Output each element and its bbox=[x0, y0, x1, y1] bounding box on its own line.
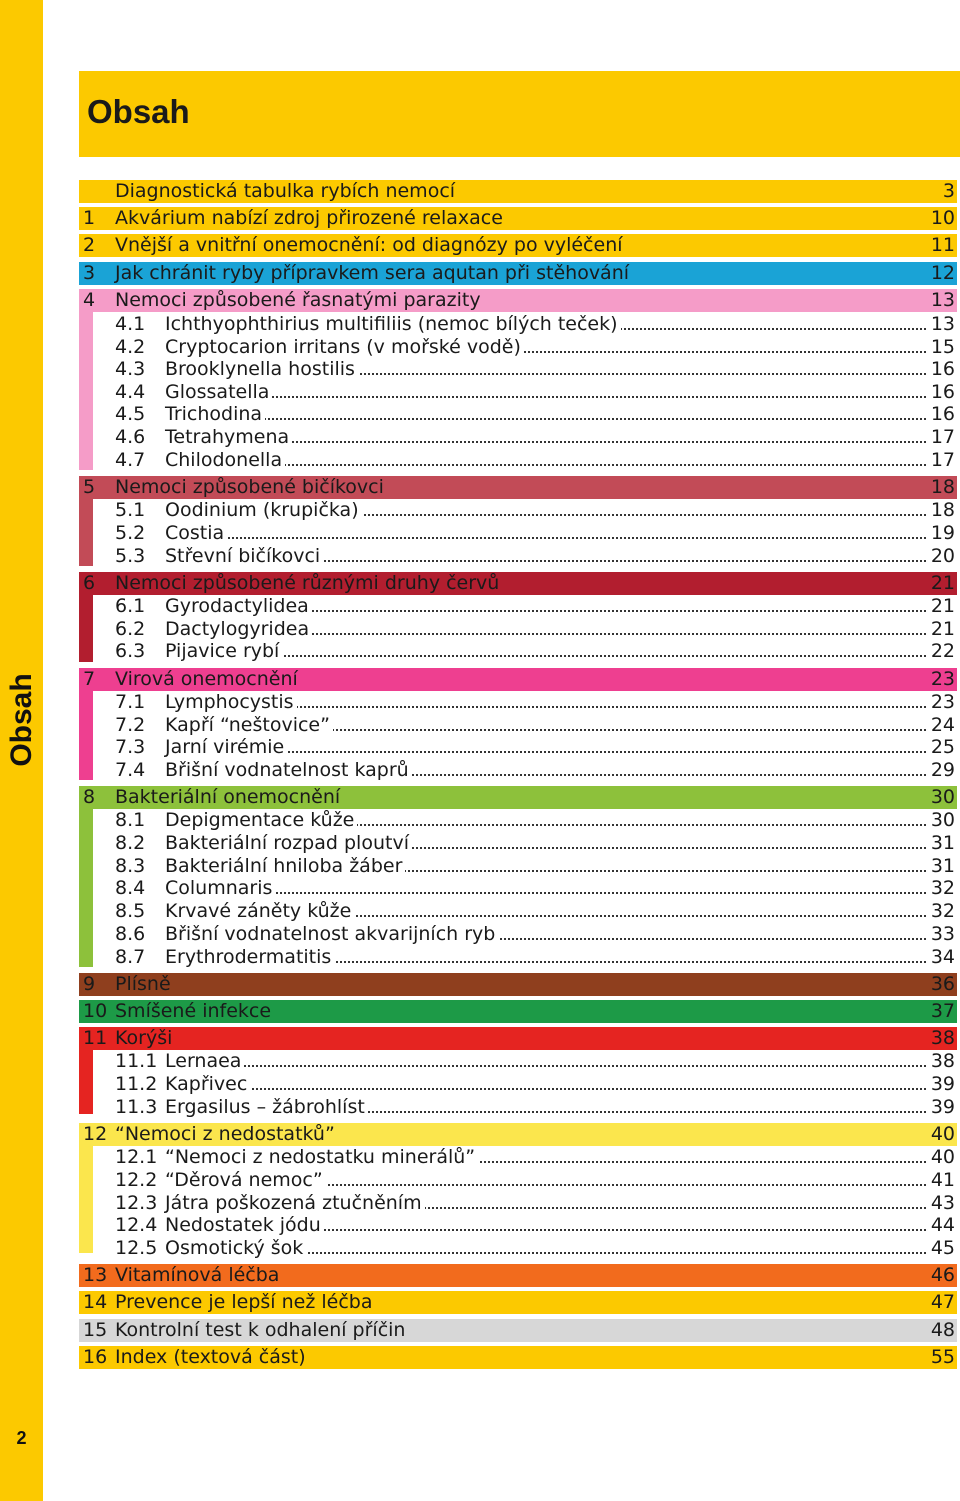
subsection-number: 12.3 bbox=[115, 1192, 158, 1214]
toc-subsection-row[interactable] bbox=[79, 499, 957, 522]
subsection-title: Kapří “neštovice” bbox=[165, 714, 333, 737]
section-title: Index (textová část) bbox=[115, 1346, 306, 1368]
subsection-title: Chilodonella bbox=[165, 449, 285, 472]
section-title: Vnější a vnitřní onemocnění: od diagnózy po vyléčení bbox=[115, 234, 623, 256]
subsection-page-number: 40 bbox=[928, 1146, 955, 1169]
subsection-number: 12.1 bbox=[115, 1146, 158, 1168]
section-number: 9 bbox=[83, 973, 96, 995]
section-page-number: 38 bbox=[930, 1027, 955, 1049]
subsection-number: 11.1 bbox=[115, 1050, 158, 1072]
subsection-number: 4.1 bbox=[115, 313, 146, 335]
subsection-page-number: 44 bbox=[928, 1214, 955, 1237]
subsection-number: 7.3 bbox=[115, 736, 146, 758]
section-title: Nemoci způsobené bičíkovci bbox=[115, 476, 384, 498]
toc-subsection-row[interactable] bbox=[79, 1237, 957, 1260]
section-title: Prevence je lepší než léčba bbox=[115, 1291, 373, 1313]
subsection-title: Tetrahymena bbox=[165, 426, 292, 449]
subsection-number: 4.7 bbox=[115, 449, 146, 471]
toc-subsection-row[interactable] bbox=[79, 832, 957, 855]
section-title: Kontrolní test k odhalení příčin bbox=[115, 1319, 406, 1341]
section-page-number: 36 bbox=[930, 973, 955, 995]
toc-subsection-row[interactable] bbox=[79, 336, 957, 359]
toc-section-row[interactable] bbox=[79, 180, 957, 203]
subsection-title: Osmotický šok bbox=[165, 1237, 306, 1260]
toc-section-row[interactable] bbox=[79, 262, 957, 285]
toc-subsection-row[interactable] bbox=[79, 1192, 957, 1215]
section-title: Nemoci způsobené různými druhy červů bbox=[115, 572, 500, 594]
subsection-number: 4.4 bbox=[115, 381, 146, 403]
subsection-number: 7.1 bbox=[115, 691, 146, 713]
subsection-number: 4.5 bbox=[115, 403, 146, 425]
section-number: 14 bbox=[83, 1291, 108, 1313]
toc-section-row[interactable] bbox=[79, 1319, 957, 1342]
section-number: 16 bbox=[83, 1346, 108, 1368]
toc-subsection-row[interactable] bbox=[79, 900, 957, 923]
subsection-title: Ichthyophthirius multifiliis (nemoc bílých teček) bbox=[165, 313, 621, 336]
toc-section-row[interactable] bbox=[79, 1123, 957, 1146]
toc-section-row[interactable] bbox=[79, 1000, 957, 1023]
section-number: 13 bbox=[83, 1264, 108, 1286]
dot-leader bbox=[169, 537, 953, 539]
subsection-title: “Nemoci z nedostatku minerálů” bbox=[165, 1146, 478, 1169]
section-title: Jak chránit ryby přípravkem sera aqutan při stěhování bbox=[115, 262, 630, 284]
subsection-page-number: 16 bbox=[928, 403, 955, 426]
subsection-number: 12.5 bbox=[115, 1237, 158, 1259]
subsection-title: Columnaris bbox=[165, 877, 275, 900]
subsection-page-number: 21 bbox=[928, 595, 955, 618]
subsection-number: 12.4 bbox=[115, 1214, 158, 1236]
subsection-number: 5.3 bbox=[115, 545, 146, 567]
section-number: 8 bbox=[83, 786, 96, 808]
section-number: 2 bbox=[83, 234, 96, 256]
subsection-page-number: 24 bbox=[928, 714, 955, 737]
subsection-page-number: 43 bbox=[928, 1192, 955, 1215]
toc-subsection-row[interactable] bbox=[79, 923, 957, 946]
side-label: Obsah bbox=[4, 673, 38, 767]
toc-section-row[interactable] bbox=[79, 1346, 957, 1369]
dot-leader bbox=[169, 396, 953, 398]
dot-leader bbox=[169, 892, 953, 894]
section-page-number: 48 bbox=[930, 1319, 955, 1341]
subsection-number: 6.1 bbox=[115, 595, 146, 617]
toc-subsection-row[interactable] bbox=[79, 1073, 957, 1096]
toc-subsection-row[interactable] bbox=[79, 1096, 957, 1119]
section-page-number: 12 bbox=[930, 262, 955, 284]
subsection-page-number: 15 bbox=[928, 336, 955, 359]
subsection-page-number: 20 bbox=[928, 545, 955, 568]
section-title: Diagnostická tabulka rybích nemocí bbox=[115, 180, 456, 202]
toc-subsection-row[interactable] bbox=[79, 1146, 957, 1169]
section-page-number: 10 bbox=[930, 207, 955, 229]
toc-section-row[interactable] bbox=[79, 207, 957, 230]
subsection-number: 4.6 bbox=[115, 426, 146, 448]
section-title: Bakteriální onemocnění bbox=[115, 786, 341, 808]
section-title: Vitamínová léčba bbox=[115, 1264, 280, 1286]
subsection-number: 7.2 bbox=[115, 714, 146, 736]
section-number: 15 bbox=[83, 1319, 108, 1341]
toc-subsection-row[interactable] bbox=[79, 618, 957, 641]
subsection-title: Brooklynella hostilis bbox=[165, 358, 358, 381]
subsection-number: 8.1 bbox=[115, 809, 146, 831]
subsection-title: Střevní bičíkovci bbox=[165, 545, 323, 568]
subsection-page-number: 30 bbox=[928, 809, 955, 832]
subsection-number: 6.3 bbox=[115, 640, 146, 662]
dot-leader bbox=[169, 655, 953, 657]
toc-subsection-row[interactable] bbox=[79, 877, 957, 900]
section-number: 12 bbox=[83, 1123, 108, 1145]
dot-leader bbox=[169, 418, 953, 420]
subsection-number: 8.2 bbox=[115, 832, 146, 854]
toc-section-row[interactable] bbox=[79, 973, 957, 996]
section-page-number: 13 bbox=[930, 289, 955, 311]
subsection-page-number: 17 bbox=[928, 426, 955, 449]
subsection-title: Erythrodermatitis bbox=[165, 946, 334, 969]
subsection-page-number: 23 bbox=[928, 691, 955, 714]
subsection-page-number: 32 bbox=[928, 877, 955, 900]
subsection-number: 8.7 bbox=[115, 946, 146, 968]
subsection-page-number: 31 bbox=[928, 855, 955, 878]
subsection-number: 6.2 bbox=[115, 618, 146, 640]
subsection-title: Oodinium (krupička) bbox=[165, 499, 362, 522]
toc-subsection-row[interactable] bbox=[79, 358, 957, 381]
section-title: Plísně bbox=[115, 973, 171, 995]
section-page-number: 55 bbox=[930, 1346, 955, 1368]
subsection-page-number: 16 bbox=[928, 358, 955, 381]
subsection-page-number: 38 bbox=[928, 1050, 955, 1073]
subsection-page-number: 45 bbox=[928, 1237, 955, 1260]
toc-subsection-row[interactable] bbox=[79, 691, 957, 714]
toc-section-row[interactable] bbox=[79, 1291, 957, 1314]
dot-leader bbox=[169, 464, 953, 466]
section-number: 6 bbox=[83, 572, 96, 594]
toc-subsection-row[interactable] bbox=[79, 1169, 957, 1192]
subsection-page-number: 16 bbox=[928, 381, 955, 404]
page-title: Obsah bbox=[87, 93, 190, 130]
section-number: 7 bbox=[83, 668, 96, 690]
subsection-number: 8.5 bbox=[115, 900, 146, 922]
section-page-number: 23 bbox=[930, 668, 955, 690]
subsection-number: 12.2 bbox=[115, 1169, 158, 1191]
subsection-number: 7.4 bbox=[115, 759, 146, 781]
section-title: Virová onemocnění bbox=[115, 668, 298, 690]
toc-section-row[interactable] bbox=[79, 572, 957, 595]
subsection-title: Játra poškozená ztučněním bbox=[165, 1192, 425, 1215]
section-page-number: 11 bbox=[930, 234, 955, 256]
toc-subsection-row[interactable] bbox=[79, 313, 957, 336]
subsection-title: Břišní vodnatelnost akvarijních ryb bbox=[165, 923, 498, 946]
subsection-page-number: 18 bbox=[928, 499, 955, 522]
toc-subsection-row[interactable] bbox=[79, 759, 957, 782]
subsection-title: Cryptocarion irritans (v mořské vodě) bbox=[165, 336, 524, 359]
toc-subsection-row[interactable] bbox=[79, 522, 957, 545]
section-number: 5 bbox=[83, 476, 96, 498]
subsection-title: Krvavé záněty kůže bbox=[165, 900, 354, 923]
section-number: 11 bbox=[83, 1027, 108, 1049]
subsection-page-number: 22 bbox=[928, 640, 955, 663]
subsection-title: Trichodina bbox=[165, 403, 265, 426]
toc-subsection-row[interactable] bbox=[79, 545, 957, 568]
section-title: Smíšené infekce bbox=[115, 1000, 272, 1022]
subsection-page-number: 25 bbox=[928, 736, 955, 759]
subsection-page-number: 39 bbox=[928, 1096, 955, 1119]
toc-subsection-row[interactable] bbox=[79, 381, 957, 404]
subsection-number: 4.2 bbox=[115, 336, 146, 358]
section-page-number: 46 bbox=[930, 1264, 955, 1286]
subsection-title: Bakteriální rozpad ploutví bbox=[165, 832, 412, 855]
toc-subsection-row[interactable] bbox=[79, 426, 957, 449]
toc-section-row[interactable] bbox=[79, 668, 957, 691]
toc-subsection-row[interactable] bbox=[79, 595, 957, 618]
subsection-title: Dactylogyridea bbox=[165, 618, 312, 641]
subsection-title: Jarní virémie bbox=[165, 736, 287, 759]
section-page-number: 18 bbox=[930, 476, 955, 498]
subsection-number: 5.1 bbox=[115, 499, 146, 521]
subsection-page-number: 17 bbox=[928, 449, 955, 472]
subsection-number: 4.3 bbox=[115, 358, 146, 380]
section-page-number: 40 bbox=[930, 1123, 955, 1145]
subsection-number: 8.6 bbox=[115, 923, 146, 945]
subsection-page-number: 39 bbox=[928, 1073, 955, 1096]
subsection-number: 5.2 bbox=[115, 522, 146, 544]
section-page-number: 37 bbox=[930, 1000, 955, 1022]
toc-subsection-row[interactable] bbox=[79, 809, 957, 832]
subsection-page-number: 34 bbox=[928, 946, 955, 969]
subsection-title: Břišní vodnatelnost kaprů bbox=[165, 759, 412, 782]
toc-section-row[interactable] bbox=[79, 234, 957, 257]
toc-subsection-row[interactable] bbox=[79, 736, 957, 759]
subsection-title: Lymphocystis bbox=[165, 691, 297, 714]
section-number: 10 bbox=[83, 1000, 108, 1022]
subsection-page-number: 29 bbox=[928, 759, 955, 782]
section-page-number: 3 bbox=[942, 180, 955, 202]
toc-section-row[interactable] bbox=[79, 1027, 957, 1050]
subsection-title: Depigmentace kůže bbox=[165, 809, 357, 832]
subsection-number: 11.2 bbox=[115, 1073, 158, 1095]
page-number: 2 bbox=[16, 1428, 27, 1448]
toc-subsection-row[interactable] bbox=[79, 714, 957, 737]
section-page-number: 47 bbox=[930, 1291, 955, 1313]
subsection-number: 8.4 bbox=[115, 877, 146, 899]
section-title: Nemoci způsobené řasnatými parazity bbox=[115, 289, 481, 311]
subsection-page-number: 13 bbox=[928, 313, 955, 336]
section-page-number: 21 bbox=[930, 572, 955, 594]
subsection-page-number: 21 bbox=[928, 618, 955, 641]
toc-section-row[interactable] bbox=[79, 476, 957, 499]
toc-subsection-row[interactable] bbox=[79, 1050, 957, 1073]
header-band bbox=[79, 71, 960, 157]
section-title: Akvárium nabízí zdroj přirozené relaxace bbox=[115, 207, 503, 229]
subsection-number: 11.3 bbox=[115, 1096, 158, 1118]
subsection-number: 8.3 bbox=[115, 855, 146, 877]
subsection-title: Kapřivec bbox=[165, 1073, 250, 1096]
dot-leader bbox=[169, 1065, 953, 1067]
toc-section-row[interactable] bbox=[79, 1264, 957, 1287]
dot-leader bbox=[169, 1088, 953, 1090]
subsection-title: “Děrová nemoc” bbox=[165, 1169, 326, 1192]
subsection-page-number: 32 bbox=[928, 900, 955, 923]
toc-subsection-row[interactable] bbox=[79, 1214, 957, 1237]
subsection-page-number: 31 bbox=[928, 832, 955, 855]
subsection-page-number: 19 bbox=[928, 522, 955, 545]
subsection-title: Ergasilus – žábrohlíst bbox=[165, 1096, 368, 1119]
subsection-title: Glossatella bbox=[165, 381, 272, 404]
toc-subsection-row[interactable] bbox=[79, 403, 957, 426]
subsection-title: Nedostatek jódu bbox=[165, 1214, 324, 1237]
toc-subsection-row[interactable] bbox=[79, 449, 957, 472]
subsection-page-number: 41 bbox=[928, 1169, 955, 1192]
toc-subsection-row[interactable] bbox=[79, 946, 957, 969]
section-number: 4 bbox=[83, 289, 96, 311]
section-number: 1 bbox=[83, 207, 96, 229]
section-page-number: 30 bbox=[930, 786, 955, 808]
subsection-title: Lernaea bbox=[165, 1050, 244, 1073]
section-title: “Nemoci z nedostatků” bbox=[115, 1123, 335, 1145]
subsection-page-number: 33 bbox=[928, 923, 955, 946]
subsection-title: Pijavice rybí bbox=[165, 640, 282, 663]
section-number: 3 bbox=[83, 262, 96, 284]
toc-subsection-row[interactable] bbox=[79, 640, 957, 663]
toc-section-row[interactable] bbox=[79, 289, 957, 312]
subsection-title: Gyrodactylidea bbox=[165, 595, 312, 618]
toc-section-row[interactable] bbox=[79, 786, 957, 809]
section-title: Korýši bbox=[115, 1027, 173, 1049]
subsection-title: Bakteriální hniloba žáber bbox=[165, 855, 405, 878]
toc-subsection-row[interactable] bbox=[79, 855, 957, 878]
subsection-title: Costia bbox=[165, 522, 227, 545]
